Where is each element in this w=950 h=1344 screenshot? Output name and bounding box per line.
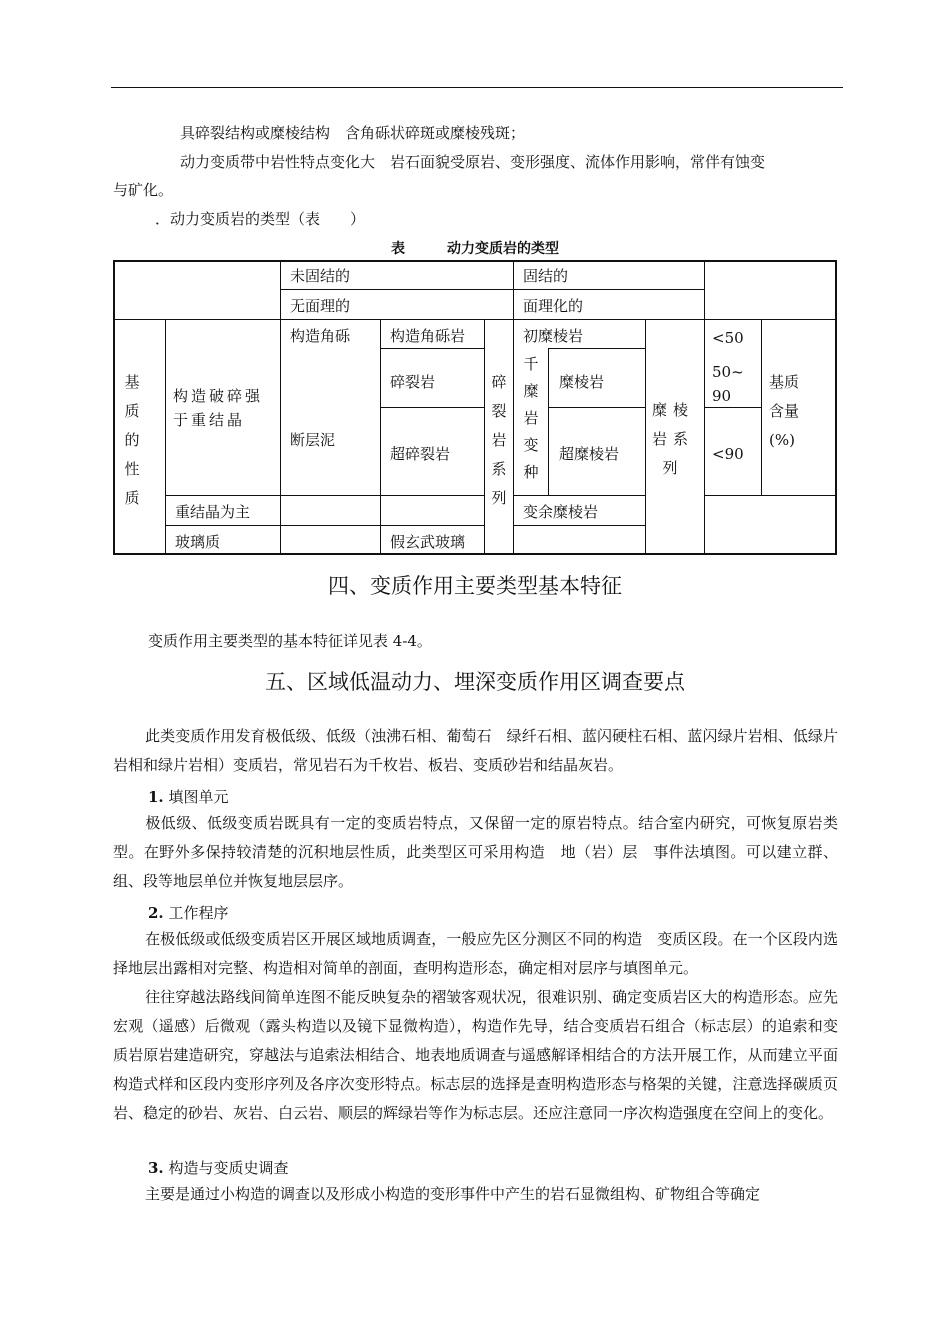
cell-protomylonite: 初糜棱岩 <box>523 327 584 345</box>
cell-tectonic-breccia-rock: 构造角砾岩 <box>390 327 466 345</box>
subsection-1-heading <box>148 787 228 807</box>
intro-line-2: 动力变质带中岩性特点变化大 岩石面貌受原岩、变形强度、流体作用影响，常伴有蚀变 <box>180 153 766 171</box>
matrix-lt90: <90 <box>712 445 744 463</box>
row-label-glassy: 玻璃质 <box>175 533 221 551</box>
subsection-3-title: 构造与变质史调查 <box>168 1159 289 1177</box>
matrix-lt50: <50 <box>712 329 744 347</box>
cell-ultramylonite: 超糜棱岩 <box>559 445 620 463</box>
cell-pseudotachylite: 假玄武玻璃 <box>390 533 466 551</box>
table-caption: 表 动力变质岩的类型 <box>391 241 559 257</box>
subsection-2-heading <box>148 903 228 923</box>
cell-cataclasite: 碎裂岩 <box>390 373 436 391</box>
subsection-1-text <box>113 809 838 896</box>
section-4-text: 变质作用主要类型的基本特征详见表 4-4。 <box>148 632 432 650</box>
dynamic-metamorphic-rock-table <box>113 260 837 555</box>
header-rule <box>111 87 843 88</box>
section-5-title: 五、区域低温动力、埋深变质作用区调查要点 <box>265 670 685 694</box>
cell-ultracataclasite: 超碎裂岩 <box>390 445 451 463</box>
cell-phyllonite-variety: 千糜岩变种 <box>523 355 539 481</box>
subsection-3-text <box>113 1180 838 1209</box>
header-unconsolidated: 未固结的 <box>290 267 351 285</box>
intro-line-3: 与矿化。 <box>113 181 174 199</box>
subsection-3-heading <box>148 1158 288 1178</box>
subsection-3-number: 3. <box>148 1159 164 1177</box>
subsection-2-text-1 <box>113 925 838 983</box>
section-4-title: 四、变质作用主要类型基本特征 <box>328 574 622 598</box>
header-no-foliation: 无面理的 <box>290 297 351 315</box>
subsection-2-body-2: 往往穿越法路线间简单连图不能反映复杂的褶皱客观状况，很难识别、确定变质岩区大的构造形态。应先宏观（遥感）后微观（露头构造以及镜下显微构造），构造作先导，结合变质岩石组合（标志层）的追索和变质岩原岩建造研究，穿越法与追索法相结合、地表地质调查与遥感解译相结合的方法开展工作，从而建立平面构造式样和区段内变形序列及各序次变形特点。标志层的选择是查明构造形态与格架的关键，注意选择碳质页岩、稳定的砂岩、灰岩、白云岩、顺层的辉绿岩等作为标志层。还应注意同一序次构造强度在空间上的变化。 <box>113 988 838 1122</box>
cell-blastomylonite: 变余糜棱岩 <box>523 503 599 521</box>
cell-mylonite-series: 糜棱岩系列 <box>651 401 694 477</box>
matrix-content-label: 基质含量(%) <box>769 373 800 449</box>
header-foliated: 面理化的 <box>523 297 584 315</box>
cell-mylonite: 糜棱岩 <box>559 373 605 391</box>
section-5-intro <box>113 722 838 780</box>
subsection-3-body: 主要是通过小构造的调查以及形成小构造的变形事件中产生的岩石显微组构、矿物组合等确定 <box>145 1185 761 1203</box>
subsection-2-text-2 <box>113 983 838 1128</box>
subsection-1-number: 1. <box>148 788 164 806</box>
section-5-intro-text: 此类变质作用发育极低级、低级（浊沸石相、葡萄石 绿纤石相、蓝闪硬柱石相、蓝闪绿片岩相、低绿片岩相和绿片岩相）变质岩，常见岩石为千枚岩、板岩、变质砂岩和结晶灰岩。 <box>113 727 838 774</box>
subsection-1-body: 极低级、低级变质岩既具有一定的变质岩特点，又保留一定的原岩特点。结合室内研究，可恢复原岩类型。在野外多保持较清楚的沉积地层性质，此类型区可采用构造 地（岩）层 事件法填图。可以建立群、组、段等地层单位并恢复地层层序。 <box>113 814 838 890</box>
intro-line-1: 具碎裂结构或糜棱结构 含角砾状碎斑或糜棱残斑； <box>180 124 526 142</box>
side-label-matrix-nature: 基质的性质 <box>124 373 140 507</box>
row-label-recrystallization: 重结晶为主 <box>175 503 251 521</box>
intro-line-4: ．动力变质岩的类型（表 ） <box>155 210 366 228</box>
cell-cataclastic-series: 碎裂岩系列 <box>491 373 507 507</box>
cell-tectonic-breccia: 构造角砾 <box>290 327 351 345</box>
cell-fault-gouge: 断层泥 <box>290 431 336 449</box>
header-consolidated: 固结的 <box>523 267 569 285</box>
subsection-2-title: 工作程序 <box>168 904 229 922</box>
subsection-2-number: 2. <box>148 904 164 922</box>
row-label-breccia-dominant: 构造破碎强于重结晶 <box>173 387 264 429</box>
subsection-1-title: 填图单元 <box>168 788 229 806</box>
matrix-50-90: 50~90 <box>712 363 744 405</box>
subsection-2-body-1: 在极低级或低级变质岩区开展区域地质调查，一般应先区分测区不同的构造 变质区段。在一个区段内选择地层出露相对完整、构造相对简单的剖面，查明构造形态，确定相对层序与填图单元。 <box>113 930 838 977</box>
